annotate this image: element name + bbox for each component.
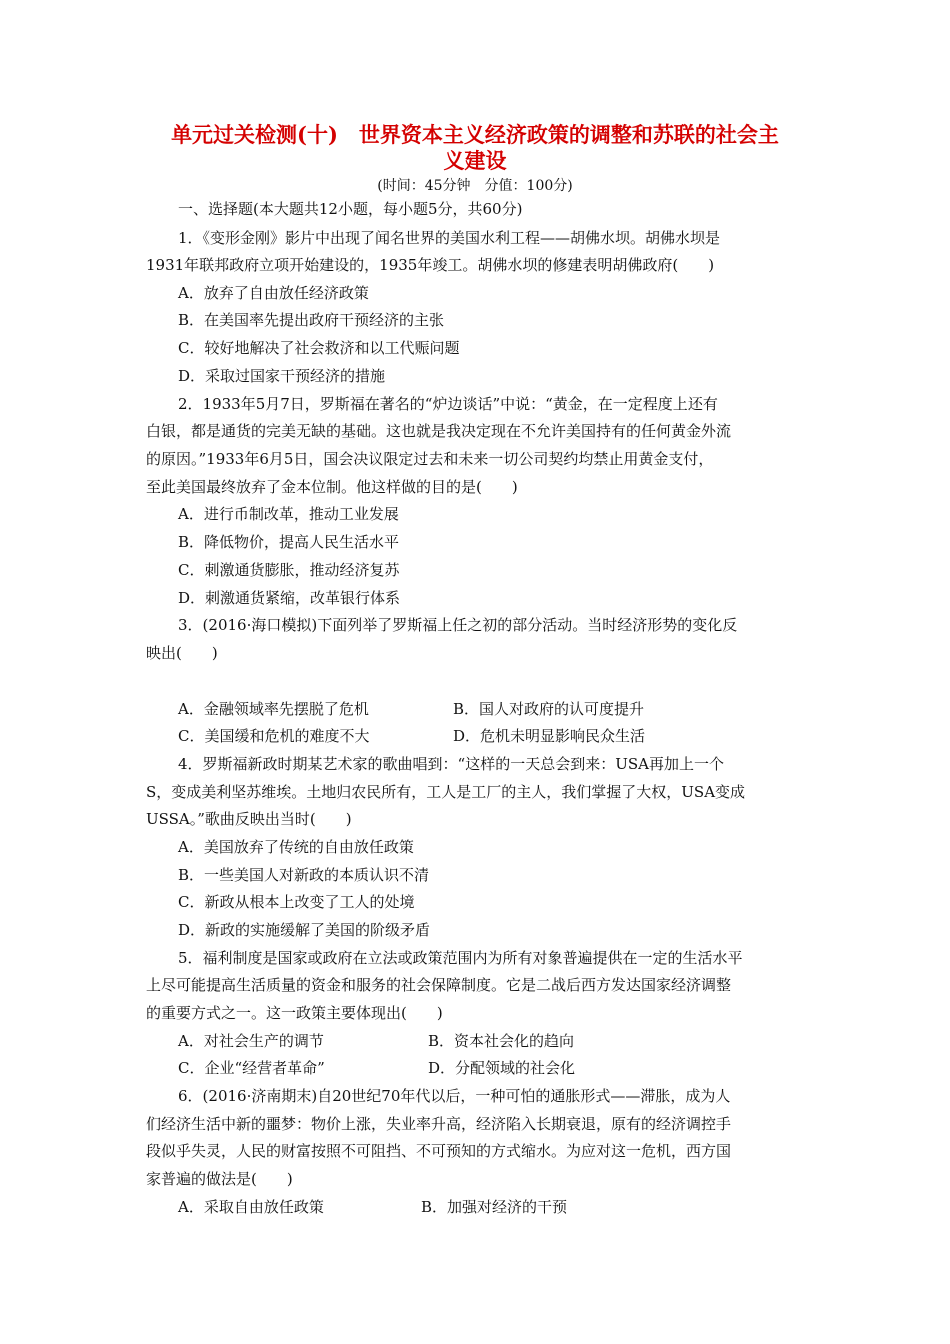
q2-option: B．降低物价，提高人民生活水平 bbox=[178, 533, 400, 551]
title-line-1: 单元过关检测(十) 世界资本主义经济政策的调整和苏联的社会主 bbox=[171, 122, 779, 147]
q1-option: A．放弃了自由放任经济政策 bbox=[178, 284, 369, 302]
q3-option: B．国人对政府的认可度提升 bbox=[453, 700, 645, 718]
q6-stem-line: 们经济生活中新的噩梦：物价上涨，失业率升高，经济陷入长期衰退，原有的经济调控手 bbox=[146, 1115, 732, 1133]
q6-option: A．采取自由放任政策 bbox=[178, 1198, 324, 1216]
q6-option: B．加强对经济的干预 bbox=[421, 1198, 568, 1216]
q5-option: C．企业“经营者革命” bbox=[178, 1059, 325, 1077]
q4-stem-line: S，变成美利坚苏维埃。土地归农民所有，工人是工厂的主人，我们掌握了大权，USA变成 bbox=[146, 783, 746, 801]
q5-stem-line: 上尽可能提高生活质量的资金和服务的社会保障制度。它是二战后西方发达国家经济调整 bbox=[146, 976, 732, 994]
q1-option: C．较好地解决了社会救济和以工代赈问题 bbox=[178, 339, 460, 357]
q5-option: B．资本社会化的趋向 bbox=[428, 1032, 575, 1050]
q3-option: D．危机未明显影响民众生活 bbox=[453, 727, 646, 745]
q5-option: A．对社会生产的调节 bbox=[178, 1032, 324, 1050]
q1-option: D．采取过国家干预经济的措施 bbox=[178, 367, 386, 385]
q6-stem-line: 家普遍的做法是( ) bbox=[146, 1170, 293, 1188]
q1-stem-line: 1．《变形金刚》影片中出现了闻名世界的美国水利工程——胡佛水坝。胡佛水坝是 bbox=[178, 229, 721, 247]
q4-option: C．新政从根本上改变了工人的处境 bbox=[178, 893, 415, 911]
section-heading: 一、选择题(本大题共12小题，每小题5分，共60分) bbox=[178, 200, 523, 218]
exam-meta: (时间：45分钟 分值：100分) bbox=[377, 178, 573, 194]
q1-stem-line: 1931年联邦政府立项开始建设的，1935年竣工。胡佛水坝的修建表明胡佛政府( ) bbox=[146, 256, 715, 274]
q4-option: B．一些美国人对新政的本质认识不清 bbox=[178, 866, 430, 884]
q5-option: D．分配领域的社会化 bbox=[428, 1059, 576, 1077]
q4-stem-line: 4．罗斯福新政时期某艺术家的歌曲唱到：“这样的一天总会到来：USA再加上一个 bbox=[178, 755, 724, 773]
q2-option: A．进行币制改革，推动工业发展 bbox=[178, 505, 399, 523]
q3-option: A．金融领域率先摆脱了危机 bbox=[178, 700, 369, 718]
title-line-2: 义建设 bbox=[443, 148, 507, 173]
q2-stem-line: 白银，都是通货的完美无缺的基础。这也就是我决定现在不允许美国持有的任何黄金外流 bbox=[146, 422, 732, 440]
q2-option: D．刺激通货紧缩，改革银行体系 bbox=[178, 589, 401, 607]
q3-option: C．美国缓和危机的难度不大 bbox=[178, 727, 370, 745]
q3-stem-line: 3．(2016·海口模拟)下面列举了罗斯福上任之初的部分活动。当时经济形势的变化反 bbox=[178, 616, 738, 634]
q3-stem-line: 映出( ) bbox=[146, 644, 218, 662]
q4-stem-line: USSA。”歌曲反映出当时( ) bbox=[146, 810, 352, 828]
q2-option: C．刺激通货膨胀，推动经济复苏 bbox=[178, 561, 400, 579]
q4-option: A．美国放弃了传统的自由放任政策 bbox=[178, 838, 414, 856]
q2-stem-line: 2．1933年5月7日，罗斯福在著名的“炉边谈话”中说：“黄金，在一定程度上还有 bbox=[178, 395, 718, 413]
q6-stem-line: 段似乎失灵，人民的财富按照不可阻挡、不可预知的方式缩水。为应对这一危机，西方国 bbox=[146, 1142, 732, 1160]
q5-stem-line: 5．福利制度是国家或政府在立法或政策范围内为所有对象普遍提供在一定的生活水平 bbox=[178, 949, 743, 967]
q5-stem-line: 的重要方式之一。这一政策主要体现出( ) bbox=[146, 1004, 443, 1022]
q4-option: D．新政的实施缓解了美国的阶级矛盾 bbox=[178, 921, 431, 939]
document-title bbox=[120, 122, 830, 174]
q6-stem-line: 6．(2016·济南期末)自20世纪70年代以后，一种可怕的通胀形式——滞胀，成为人 bbox=[178, 1087, 731, 1105]
q1-option: B．在美国率先提出政府干预经济的主张 bbox=[178, 311, 445, 329]
q2-stem-line: 至此美国最终放弃了金本位制。他这样做的目的是( ) bbox=[146, 478, 518, 496]
q2-stem-line: 的原因。”1933年6月5日，国会决议限定过去和未来一切公司契约均禁止用黄金支付， bbox=[146, 450, 714, 468]
